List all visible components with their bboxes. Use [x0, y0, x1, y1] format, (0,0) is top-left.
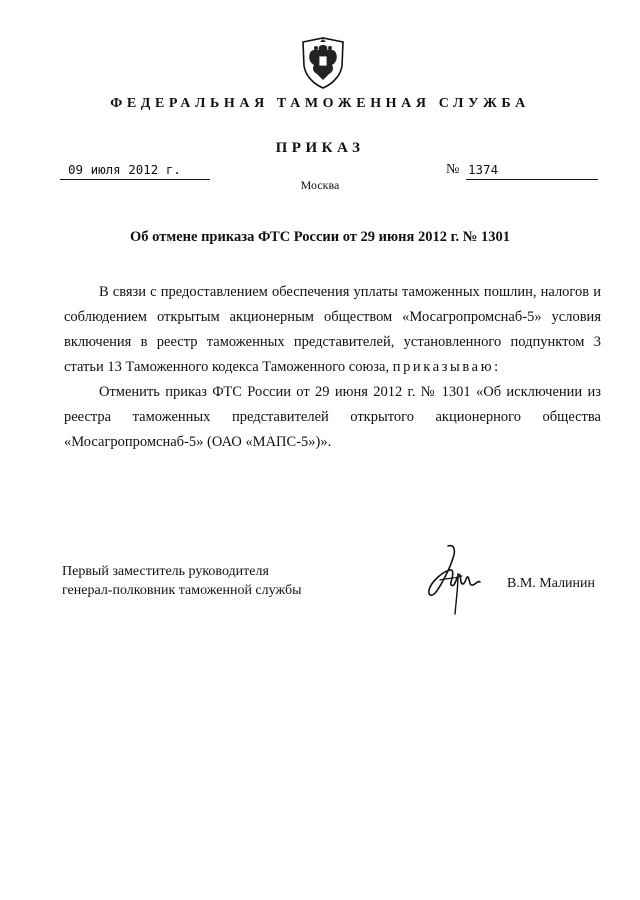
position-line-2: генерал-полковник таможенной службы — [62, 583, 302, 598]
document-number: 1374 — [466, 162, 598, 180]
position-line-1: Первый заместитель руководителя — [62, 564, 269, 579]
signature-icon — [420, 540, 490, 620]
preamble-text: В связи с предоставлением обеспечения уплаты таможенных пошлин, налогов и соблюдением открытым акционерным обществом «Мосагропромснаб-5» условия включения в реестр таможенных представителей, установленного подпунктом 3 статьи 13 Таможенного кодекса Таможенного союза, — [64, 284, 601, 375]
signer-position — [62, 562, 301, 600]
document-date: 09 июля 2012 г. — [60, 162, 210, 180]
number-sign: № — [446, 162, 460, 177]
coat-of-arms-icon — [300, 36, 346, 90]
agency-name: ФЕДЕРАЛЬНАЯ ТАМОЖЕННАЯ СЛУЖБА — [110, 96, 530, 111]
document-title: Об отмене приказа ФТС России от 29 июня 2012 г. № 1301 — [130, 229, 510, 245]
paragraph-preamble — [64, 280, 601, 380]
city: Москва — [300, 178, 340, 192]
command-word: приказываю: — [392, 359, 501, 375]
document-type: ПРИКАЗ — [275, 140, 365, 156]
document-body — [64, 280, 601, 455]
paragraph-order: Отменить приказ ФТС России от 29 июня 2012 г. № 1301 «Об исключении из реестра таможенных представителей открытого акционерного общества «Мосагропромснаб-5» (ОАО «МАПС-5»)». — [64, 384, 601, 450]
signer-name: В.М. Малинин — [507, 576, 596, 591]
